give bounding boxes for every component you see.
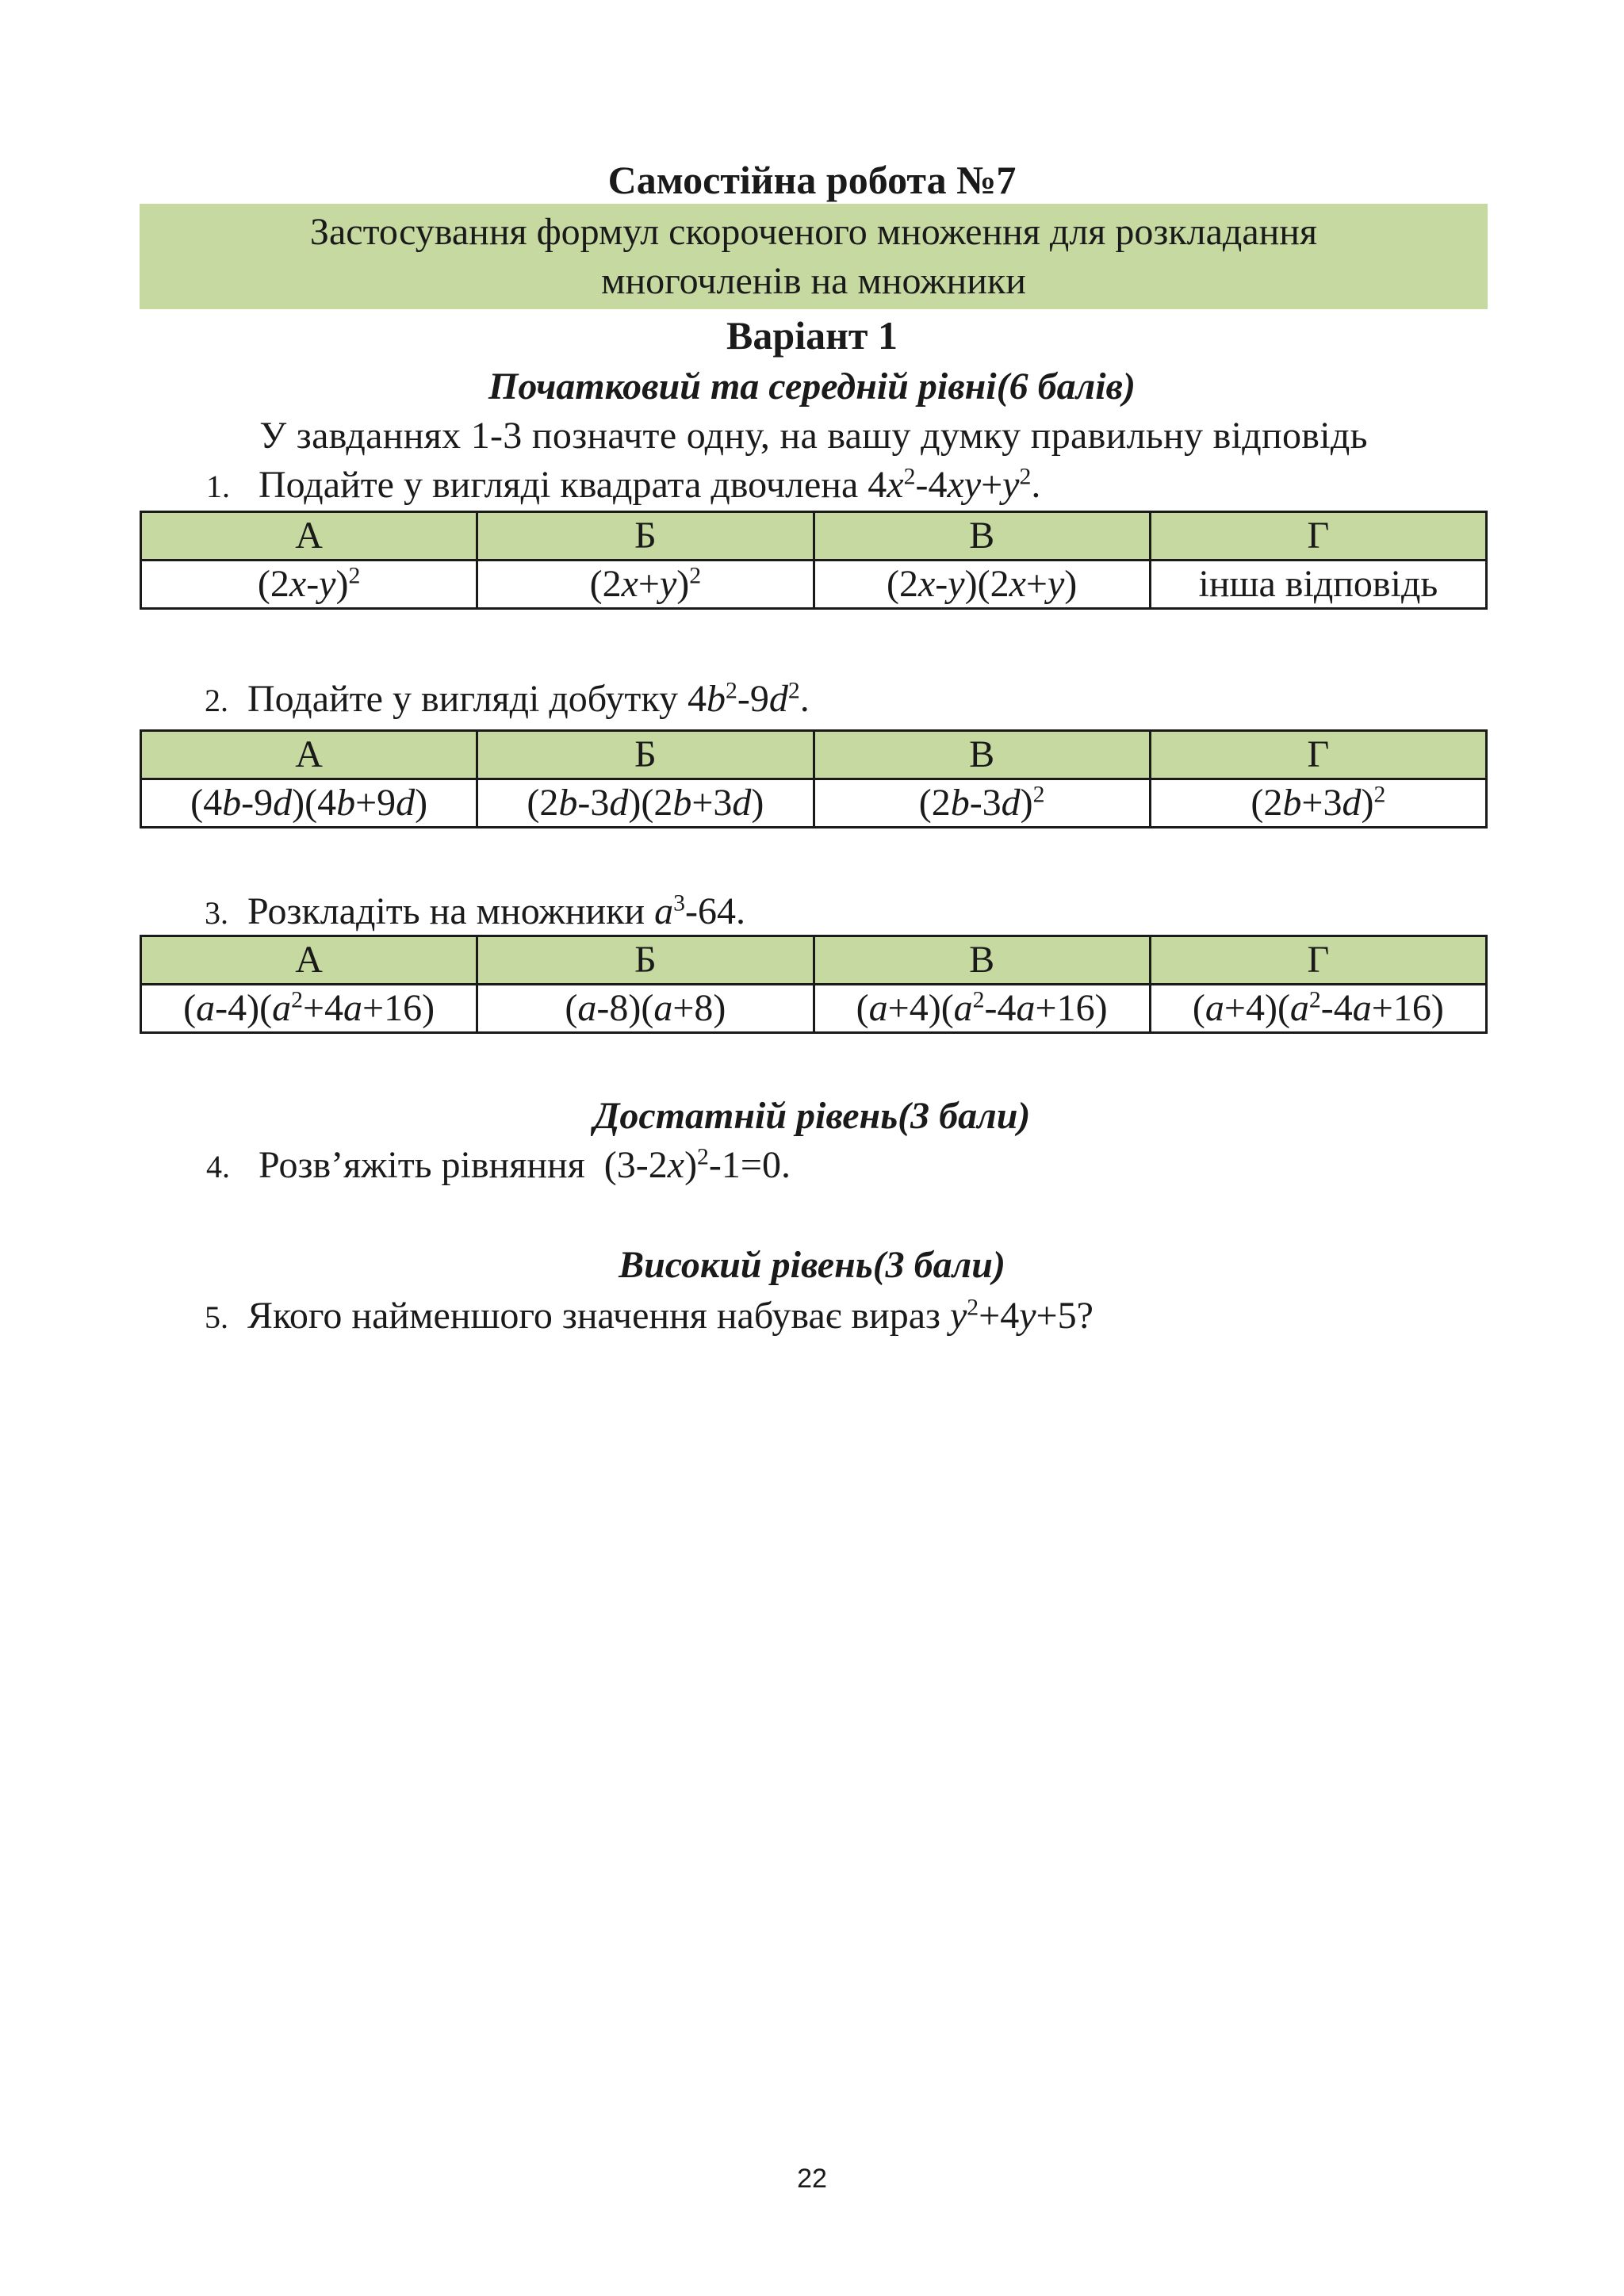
answer-option[interactable]: (4b-9d)(4b+9d): [141, 779, 477, 828]
option-letter: В: [814, 512, 1150, 561]
task-expression: $a^3-64$.: [654, 890, 745, 932]
worksheet-title: Самостійна робота №7: [607, 158, 1017, 202]
option-letter: В: [814, 936, 1150, 985]
task-text: Розв’яжіть рівняння: [259, 1144, 585, 1186]
answer-option[interactable]: $(2x-y)^2$: [141, 561, 477, 609]
answer-option[interactable]: (a-8)(a+8): [477, 985, 814, 1033]
option-letter: А: [141, 512, 477, 561]
task-text: Подайте у вигляді квадрата двочлена: [259, 464, 859, 506]
answer-option[interactable]: $(2b-3d)^2$: [814, 779, 1150, 828]
answer-table-2: [140, 729, 1488, 828]
answer-option[interactable]: $(a+4)(a^2-4a+16)$: [814, 985, 1150, 1033]
option-letter: Г: [1150, 936, 1486, 985]
answer-table-1: [140, 511, 1488, 610]
task-expression: $4x^2-4xy+y^2$.: [868, 463, 1041, 506]
task-number: 3.: [205, 895, 228, 931]
task-number: 5.: [205, 1299, 228, 1335]
topic-line-1: Застосування формул скороченого множення для розкладання: [309, 211, 1318, 253]
task-text: Розкладіть на множники: [247, 890, 645, 932]
task-2: [205, 675, 810, 725]
level-heading-initial: Початковий та середній рівні(6 балів): [488, 365, 1136, 408]
task-5: [205, 1292, 1094, 1341]
answer-values-row: [141, 985, 1487, 1033]
task-number: 2.: [205, 683, 228, 718]
task-4: [206, 1142, 791, 1191]
answer-option[interactable]: (2b-3d)(2b+3d): [477, 779, 814, 828]
answer-values-row: [141, 779, 1487, 828]
answer-table-3: [140, 935, 1488, 1034]
answer-values-row: [141, 561, 1487, 609]
answer-option[interactable]: інша відповідь: [1150, 561, 1486, 609]
option-letter: Б: [477, 936, 814, 985]
level-heading-high: Високий рівень(3 бали): [619, 1244, 1005, 1286]
answer-option[interactable]: $(a+4)(a^2-4a+16)$: [1150, 985, 1486, 1033]
option-letter: В: [814, 731, 1150, 779]
option-letter: А: [141, 731, 477, 779]
level-heading-sufficient: Достатній рівень(3 бали): [593, 1095, 1031, 1137]
topic-line-2: многочленів на множники: [601, 260, 1026, 302]
option-letter: Б: [477, 731, 814, 779]
answer-letters-row: [141, 936, 1487, 985]
option-letter: Б: [477, 512, 814, 561]
task-expression: $y^2+4y+5$?: [949, 1294, 1094, 1337]
task-expression: $(3-2x)^2-1=0$.: [603, 1143, 791, 1186]
task-expression: $4b^2-9d^2$.: [688, 677, 810, 720]
topic-banner: [140, 204, 1488, 309]
answer-option[interactable]: (2x-y)(2x+y): [814, 561, 1150, 609]
task-number: 1.: [206, 469, 230, 504]
variant-heading: Варіант 1: [726, 313, 898, 358]
answer-letters-row: [141, 731, 1487, 779]
instruction-text: У завданнях 1-3 позначте одну, на вашу думку правильну відповідь: [259, 415, 1368, 457]
answer-option[interactable]: $(2b+3d)^2$: [1150, 779, 1486, 828]
answer-option[interactable]: $(a-4)(a^2+4a+16)$: [141, 985, 477, 1033]
task-text: Якого найменшого значення набуває вираз: [247, 1295, 940, 1337]
option-letter: Г: [1150, 512, 1486, 561]
option-letter: А: [141, 936, 477, 985]
task-1: [206, 461, 1040, 511]
task-text: Подайте у вигляді добутку: [247, 678, 678, 720]
page-number: 22: [797, 2164, 827, 2194]
task-3: [205, 888, 745, 937]
answer-option[interactable]: $(2x+y)^2$: [477, 561, 814, 609]
option-letter: Г: [1150, 731, 1486, 779]
task-number: 4.: [206, 1149, 230, 1184]
answer-letters-row: [141, 512, 1487, 561]
